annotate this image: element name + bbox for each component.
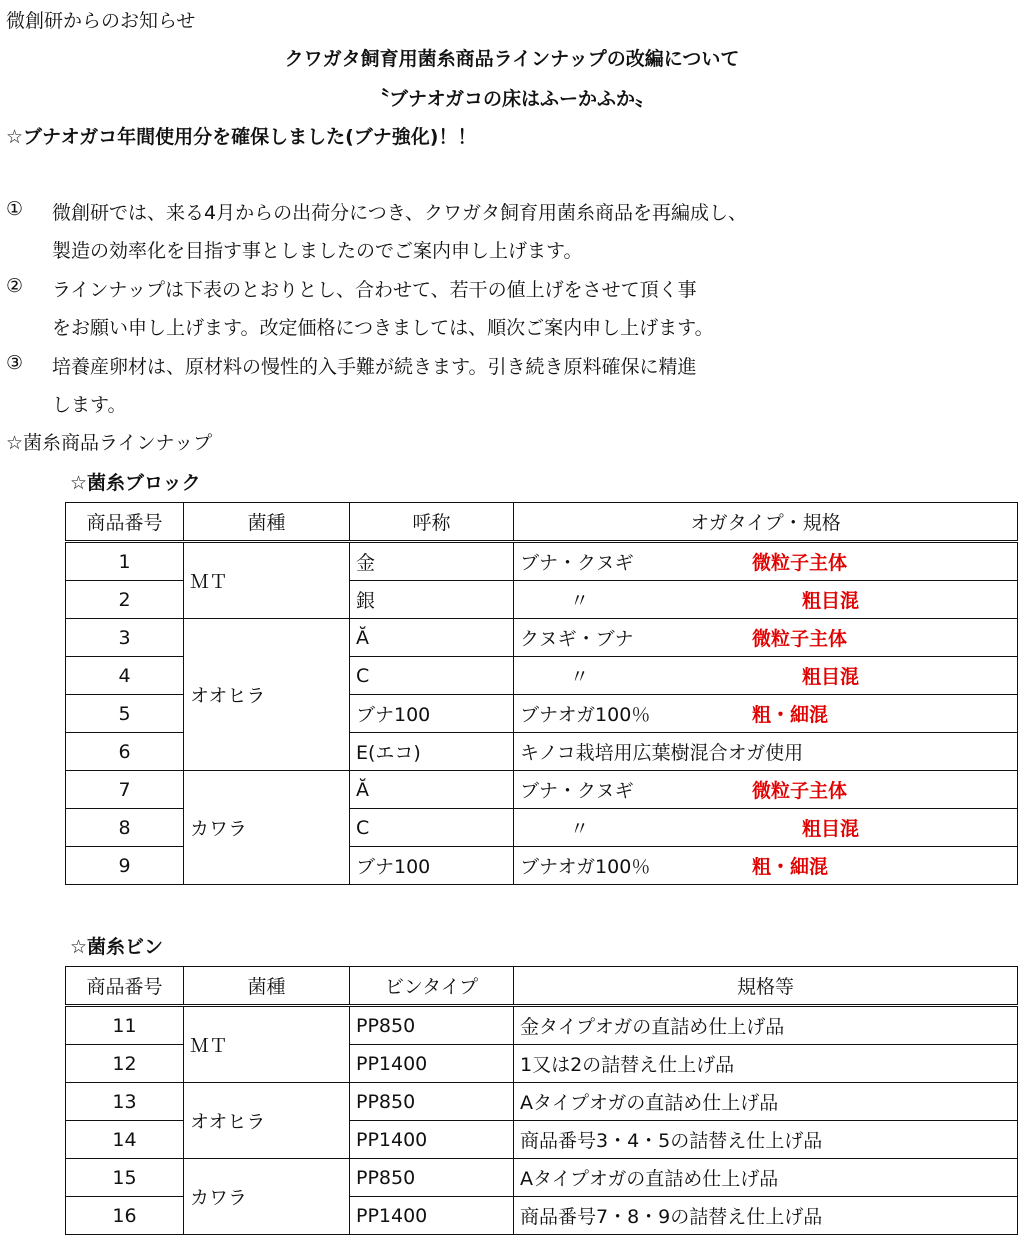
product-name: C <box>350 809 514 847</box>
note-line: をお願い申し上げます。改定価格につきましては、順次ご案内申し上げます。 <box>52 317 714 339</box>
oga-type: ブナオガ100％ <box>520 704 651 726</box>
spec-cell <box>514 695 1018 733</box>
oga-type: 〃 <box>570 666 590 688</box>
product-name: ブナ100 <box>350 847 514 885</box>
product-number: 6 <box>66 733 184 771</box>
product-name: 金 <box>350 542 514 581</box>
spec-cell: Aタイプオガの直詰め仕上げ品 <box>514 1083 1018 1121</box>
strain-cell: オオヒラ <box>184 1083 350 1159</box>
note-line: 製造の効率化を目指す事としましたのでご案内申し上げます。 <box>52 240 583 262</box>
oga-type: ブナ・クヌギ <box>520 780 634 802</box>
product-name: ブナ100 <box>350 695 514 733</box>
spec-cell: 金タイプオガの直詰め仕上げ品 <box>514 1006 1018 1045</box>
table-header-row <box>66 503 1018 542</box>
grade-label: 微粒子主体 <box>752 552 848 574</box>
spec-cell <box>514 542 1018 581</box>
table-row <box>66 542 1018 581</box>
column-header: 規格等 <box>514 967 1018 1006</box>
grade-label: 粗目混 <box>802 590 860 612</box>
grade-label: 粗・細混 <box>752 856 829 878</box>
spec-cell <box>514 809 1018 847</box>
bottle-type: PP850 <box>350 1006 514 1045</box>
spec-cell <box>514 847 1018 885</box>
note-line: します。 <box>52 394 127 416</box>
spec-cell: 商品番号3・4・5の詰替え仕上げ品 <box>514 1121 1018 1159</box>
table-row <box>66 771 1018 809</box>
grade-label: 粗目混 <box>802 666 860 688</box>
product-name: C <box>350 657 514 695</box>
oga-type: ブナ・クヌギ <box>520 552 634 574</box>
product-number: 14 <box>66 1121 184 1159</box>
product-number: 15 <box>66 1159 184 1197</box>
product-number: 16 <box>66 1197 184 1235</box>
oga-type: クヌギ・ブナ <box>520 628 634 650</box>
note-line: ラインナップは下表のとおりとし、合わせて、若干の値上げをさせて頂く事 <box>52 279 697 301</box>
note-number: ③ <box>6 352 24 374</box>
product-number: 5 <box>66 695 184 733</box>
spec-cell <box>514 581 1018 619</box>
product-number: 4 <box>66 657 184 695</box>
notice-label: 微創研からのお知らせ <box>6 10 196 32</box>
product-name: Ă <box>350 771 514 809</box>
table-row <box>66 1006 1018 1045</box>
product-number: 2 <box>66 581 184 619</box>
grade-label: 微粒子主体 <box>752 780 848 802</box>
column-header: オガタイプ・規格 <box>514 503 1018 542</box>
strain-cell: オオヒラ <box>184 619 350 771</box>
product-number: 3 <box>66 619 184 657</box>
strain-cell: カワラ <box>184 771 350 885</box>
bottle-table <box>65 966 1018 1235</box>
spec-cell <box>514 657 1018 695</box>
strain-cell: カワラ <box>184 1159 350 1235</box>
product-number: 13 <box>66 1083 184 1121</box>
bottle-type: PP1400 <box>350 1045 514 1083</box>
strain-cell: ＭＴ <box>184 542 350 619</box>
grade-label: 微粒子主体 <box>752 628 848 650</box>
table-row <box>66 619 1018 657</box>
bottle-type: PP1400 <box>350 1197 514 1235</box>
page-subtitle: 〝ブナオガコの床はふーかふか〟 <box>369 88 655 110</box>
product-number: 11 <box>66 1006 184 1045</box>
column-header: 菌種 <box>184 967 350 1006</box>
note-line: 培養産卵材は、原材料の慢性的入手難が続きます。引き続き原料確保に精進 <box>52 356 697 378</box>
oga-type: キノコ栽培用広葉樹混合オガ使用 <box>520 742 804 764</box>
spec-cell <box>514 771 1018 809</box>
lineup-heading: ☆菌糸商品ラインナップ <box>6 432 213 454</box>
note-number: ② <box>6 275 24 297</box>
block-table <box>65 502 1018 885</box>
table-row <box>66 1083 1018 1121</box>
product-number: 7 <box>66 771 184 809</box>
grade-label: 粗目混 <box>802 818 860 840</box>
note-line: 微創研では、来る4月からの出荷分につき、クワガタ飼育用菌糸商品を再編成し、 <box>52 202 747 224</box>
bottle-type: PP850 <box>350 1083 514 1121</box>
column-header: 菌種 <box>184 503 350 542</box>
spec-cell: Aタイプオガの直詰め仕上げ品 <box>514 1159 1018 1197</box>
product-name: E(エコ) <box>350 733 514 771</box>
page-title: クワガタ飼育用菌糸商品ラインナップの改編について <box>284 48 740 70</box>
product-name: 銀 <box>350 581 514 619</box>
oga-type: ブナオガ100％ <box>520 856 651 878</box>
bottle-type: PP1400 <box>350 1121 514 1159</box>
column-header: 呼称 <box>350 503 514 542</box>
note-number: ① <box>6 198 24 220</box>
product-number: 1 <box>66 542 184 581</box>
column-header: 商品番号 <box>66 967 184 1006</box>
product-number: 8 <box>66 809 184 847</box>
grade-label: 粗・細混 <box>752 704 829 726</box>
product-number: 12 <box>66 1045 184 1083</box>
table-header-row <box>66 967 1018 1006</box>
highlight-line: ☆ブナオガコ年間使用分を確保しました(ブナ強化)！！ <box>6 126 477 148</box>
table-row <box>66 1159 1018 1197</box>
bottle-heading: ☆菌糸ビン <box>70 936 164 958</box>
product-number: 9 <box>66 847 184 885</box>
oga-type: 〃 <box>570 818 590 840</box>
block-heading: ☆菌糸ブロック <box>70 472 201 494</box>
product-name: Ă <box>350 619 514 657</box>
spec-cell <box>514 733 1018 771</box>
bottle-type: PP850 <box>350 1159 514 1197</box>
spec-cell: 1又は2の詰替え仕上げ品 <box>514 1045 1018 1083</box>
column-header: ビンタイプ <box>350 967 514 1006</box>
column-header: 商品番号 <box>66 503 184 542</box>
oga-type: 〃 <box>570 590 590 612</box>
spec-cell <box>514 619 1018 657</box>
spec-cell: 商品番号7・8・9の詰替え仕上げ品 <box>514 1197 1018 1235</box>
strain-cell: ＭＴ <box>184 1006 350 1083</box>
